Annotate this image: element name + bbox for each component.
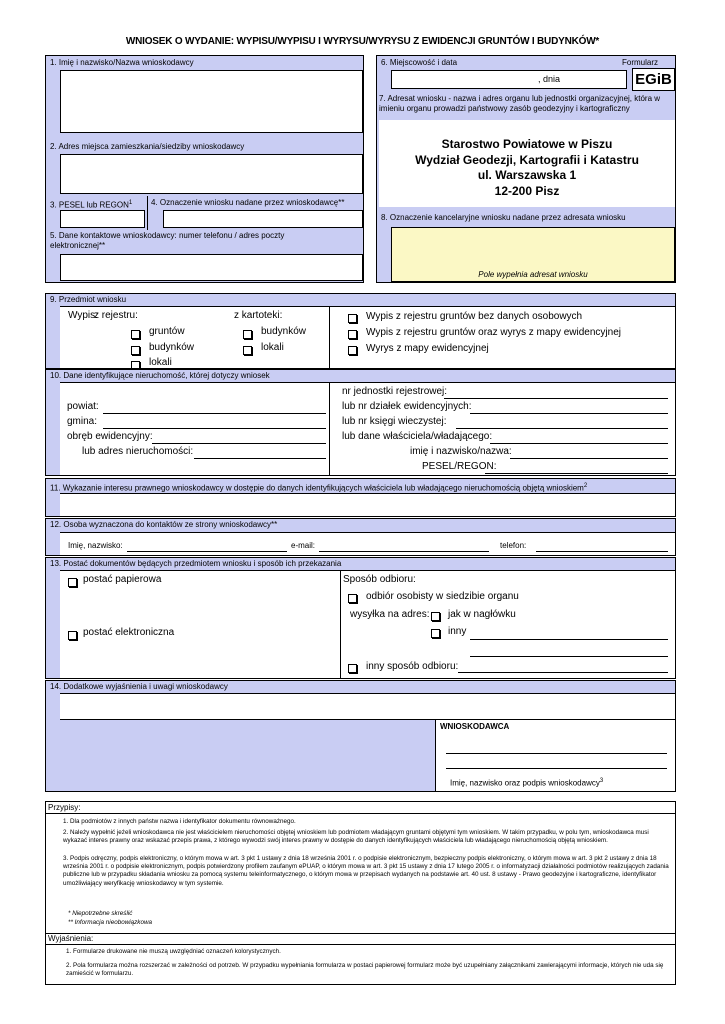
divider	[329, 383, 330, 476]
applicant-section	[45, 55, 364, 283]
land-book-label: lub nr księgi wieczystej:	[342, 416, 447, 427]
checkbox-premises-card[interactable]	[243, 342, 252, 360]
option-premises-label: lokali	[149, 357, 172, 368]
contact-phone-input[interactable]	[536, 551, 668, 552]
signature-line-2[interactable]	[446, 768, 667, 769]
divider	[329, 307, 330, 369]
county-input[interactable]	[103, 413, 326, 414]
mail-label: wysyłka na adres:	[350, 609, 430, 620]
contact-phone-label: telefon:	[500, 541, 527, 550]
other-address-input[interactable]	[470, 639, 668, 640]
delivery-method-label: Sposób odbioru:	[343, 574, 416, 585]
register-unit-input[interactable]	[444, 398, 668, 399]
section-10-label: 10. Dane identyfikujące nieruchomość, której dotyczy wniosek	[50, 371, 270, 380]
property-address-input[interactable]	[194, 458, 326, 459]
delivery-box	[60, 570, 675, 678]
section-9	[45, 293, 676, 369]
addressee-box	[379, 120, 675, 207]
signature-box	[435, 720, 675, 791]
divider	[46, 944, 675, 945]
form-label: Formularz	[622, 58, 659, 67]
register-unit-label: nr jednostki rejestrowej:	[342, 386, 448, 397]
section-3-label: 3. PESEL lub REGON$^1$	[50, 200, 133, 210]
section-7-label: 7. Adresat wniosku - nazwa i adres organu lub jednostki organizacyjnej, która w imieniu organu prowadzi państwowy zasób geodezyjny i kartograficzny	[379, 94, 661, 113]
section-10	[45, 369, 676, 476]
pesel-field[interactable]	[60, 210, 145, 228]
other-address-label: inny	[448, 626, 467, 637]
footnote-1: 1. Dla podmiotów z innych państw nazwa i identyfikator dokumentu równoważnego.	[63, 818, 296, 825]
header-address-label: jak w nagłówku	[448, 609, 516, 620]
contact-email-label: e-mail:	[291, 541, 316, 550]
checkbox-header-address[interactable]	[431, 608, 440, 626]
legal-interest-field[interactable]	[60, 493, 675, 516]
footnote-3: 3. Podpis odręczny, podpis elektroniczny, o którym mowa w art. 3 pkt 1 ustawy z dnia 18 września 2001 r. o podpisie elektronicznym, bezpieczny podpis elektroniczny, o którym mowa w art. 3 pkt 2 ustawy z dnia 18 września 2001 r. o podpisie elektronicznym, podpis potwierdzony profilem zaufanym ePUAP, o którym mowa w art. 3 pkt 15 ustawy z dnia 17 lutego 2005 r. o informatyzacji działalności podmiotów realizujących zadania publiczne lub w przypadku składania wniosku za pomocą systemu teleinformatycznego, o którym mowa w przepisach wydanych na podstawie art. 40 ust. 8 ustawy - Prawo geodezyjne i kartograficzne, identyfikator umożliwiający weryfikację wnioskodawcy w tym systemie.	[63, 855, 669, 887]
checkbox-personal-pickup[interactable]	[348, 590, 357, 608]
section-9-label: 9. Przedmiot wniosku	[50, 295, 127, 304]
owner-label: lub dane właściciela/władającego:	[342, 431, 493, 442]
checkbox-electronic-form[interactable]	[68, 627, 77, 645]
contact-email-input[interactable]	[319, 551, 489, 552]
footnotes-section	[45, 801, 676, 985]
signature-caption: Imię, nazwisko oraz podpis wnioskodawcy$^3$	[450, 778, 604, 788]
divider	[147, 196, 148, 230]
option-land-label: gruntów	[149, 326, 185, 337]
contact-person-box	[60, 532, 675, 555]
applicant-heading: WNIOSKODAWCA	[440, 722, 510, 731]
owner-name-label: imię i nazwisko/nazwa:	[410, 446, 512, 457]
owner-id-label: PESEL/REGON:	[422, 461, 497, 472]
addressee-section	[376, 55, 676, 283]
municipality-input[interactable]	[103, 428, 326, 429]
date-prefix: , dnia	[538, 74, 561, 84]
other-address-input-2[interactable]	[470, 656, 668, 657]
property-box	[60, 382, 675, 475]
egib-badge: EGiB	[632, 68, 675, 91]
owner-id-input[interactable]	[485, 473, 668, 474]
applicant-reference-field[interactable]	[163, 210, 363, 228]
section-13-label: 13. Postać dokumentów będących przedmiotem wniosku i sposób ich przekazania	[50, 559, 342, 568]
option-building-card-label: budynków	[261, 326, 307, 337]
divider	[46, 933, 675, 934]
addressee-line: 12-200 Pisz	[494, 183, 560, 198]
option-building-label: budynków	[149, 342, 195, 353]
checkbox-paper-form[interactable]	[68, 574, 77, 592]
owner-name-input[interactable]	[510, 458, 668, 459]
explanations-heading: Wyjaśnienia:	[48, 934, 94, 943]
option-map-only: Wyrys z mapy ewidencyjnej	[366, 343, 489, 354]
parcels-label: lub nr działek ewidencyjnych:	[342, 401, 472, 412]
section-12	[45, 518, 676, 556]
other-method-label: inny sposób odbioru:	[366, 661, 459, 672]
option-premises-card-label: lokali	[261, 342, 284, 353]
section-6-label: 6. Miejscowość i data	[381, 58, 458, 67]
addressee-line: Wydział Geodezji, Kartografii i Katastru	[415, 152, 639, 167]
contact-name-input[interactable]	[127, 551, 287, 552]
addressee-line: Starostwo Powiatowe w Piszu	[441, 137, 613, 151]
section-11	[45, 478, 676, 517]
personal-pickup-label: odbiór osobisty w siedzibie organu	[366, 591, 519, 602]
place-date-field[interactable]	[391, 70, 627, 89]
card-index-label: z kartoteki:	[234, 310, 283, 321]
paper-form-label: postać papierowa	[83, 574, 162, 585]
section-11-label: 11. Wykazanie interesu prawnego wnioskodawcy w dostępie do danych identyfikujących właściciela lub władającego nieruchomością objętą wnioskiem$^2$	[50, 483, 588, 493]
other-method-input[interactable]	[458, 672, 668, 673]
divider	[340, 571, 341, 679]
precinct-label: obręb ewidencyjny:	[67, 431, 153, 442]
divider	[46, 813, 675, 814]
parcels-input[interactable]	[470, 413, 668, 414]
municipality-label: gmina:	[67, 416, 98, 427]
county-label: powiat:	[67, 401, 99, 412]
form-title: WNIOSEK O WYDANIE: WYPISU/WYPISU I WYRYSU/WYRYSU Z EWIDENCJI GRUNTÓW I BUDYNKÓW*	[125, 36, 600, 47]
explanation-1: 1. Formularze drukowane nie muszą uwzględniać oznaczeń kolorystycznych.	[66, 948, 281, 955]
applicant-address-field[interactable]	[60, 154, 363, 194]
office-reference-field	[391, 227, 675, 282]
land-book-input[interactable]	[456, 428, 668, 429]
checkbox-other-method[interactable]	[348, 660, 357, 678]
checkbox-map-only[interactable]	[348, 342, 357, 360]
section-5-label: 5. Dane kontaktowe wnioskodawcy: numer telefonu / adres poczty elektronicznej**	[50, 231, 285, 250]
contact-field[interactable]	[60, 254, 363, 281]
addressee-address	[379, 137, 675, 199]
footnote-star-2: ** Informacja nieobowiązkowa	[68, 919, 153, 926]
checkbox-other-address[interactable]	[431, 625, 440, 643]
office-field-note: Pole wypełnia adresat wniosku	[478, 270, 588, 279]
addressee-line: ul. Warszawska 1	[477, 168, 577, 182]
section-1-label: 1. Imię i nazwisko/Nazwa wnioskodawcy	[50, 58, 194, 67]
explanation-2: 2. Pola formularza można rozszerzać w zależności od potrzeb. W przypadku wypełniania formularza w postaci papierowej formularz może być uzupełniany załącznikami zawierającymi informacje, których nie uda się zamieścić w formularzu.	[66, 962, 664, 978]
section-14	[45, 680, 676, 792]
property-address-label: lub adres nieruchomości:	[82, 446, 194, 457]
signature-line[interactable]	[446, 753, 667, 754]
option-extract-with-map: Wypis z rejestru gruntów oraz wyrys z mapy ewidencyjnej	[366, 327, 621, 338]
footnote-2: 2. Należy wypełnić jeżeli wnioskodawca nie jest właścicielem nieruchomości objętej wnioskiem lub podmiotem władającym gruntami objętymi tym wnioskiem. W takim przypadku, w polu tym, wnioskodawca musi wykazać interes prawny oraz wskazać przepis prawa, z którego wywodzi swój interes prawny w dostępie do danych identyfikujących właściciela lub władającego nieruchomością objętą wnioskiem.	[63, 829, 649, 845]
extract-label: Wypis:	[68, 310, 98, 321]
precinct-input[interactable]	[152, 443, 326, 444]
footnotes-heading: Przypisy:	[48, 803, 81, 812]
section-12-label: 12. Osoba wyznaczona do kontaktów ze strony wnioskodawcy**	[50, 520, 278, 529]
register-label: z rejestru:	[94, 310, 138, 321]
owner-input[interactable]	[490, 443, 668, 444]
electronic-form-label: postać elektroniczna	[83, 627, 175, 638]
contact-name-label: Imię, nazwisko:	[68, 541, 123, 550]
section-13	[45, 557, 676, 679]
section-4-label: 4. Oznaczenie wniosku nadane przez wnioskodawcę**	[151, 198, 345, 207]
section-14-label: 14. Dodatkowe wyjaśnienia i uwagi wnioskodawcy	[50, 682, 228, 691]
remarks-field[interactable]	[60, 693, 675, 720]
footnote-star-1: * Niepotrzebne skreślić	[68, 910, 133, 917]
applicant-name-field[interactable]	[60, 70, 363, 133]
subject-box	[60, 306, 675, 368]
option-extract-no-personal: Wypis z rejestru gruntów bez danych osobowych	[366, 311, 583, 322]
section-2-label: 2. Adres miejsca zamieszkania/siedziby wnioskodawcy	[50, 142, 245, 151]
section-8-label: 8. Oznaczenie kancelaryjne wniosku nadane przez adresata wniosku	[381, 213, 626, 222]
